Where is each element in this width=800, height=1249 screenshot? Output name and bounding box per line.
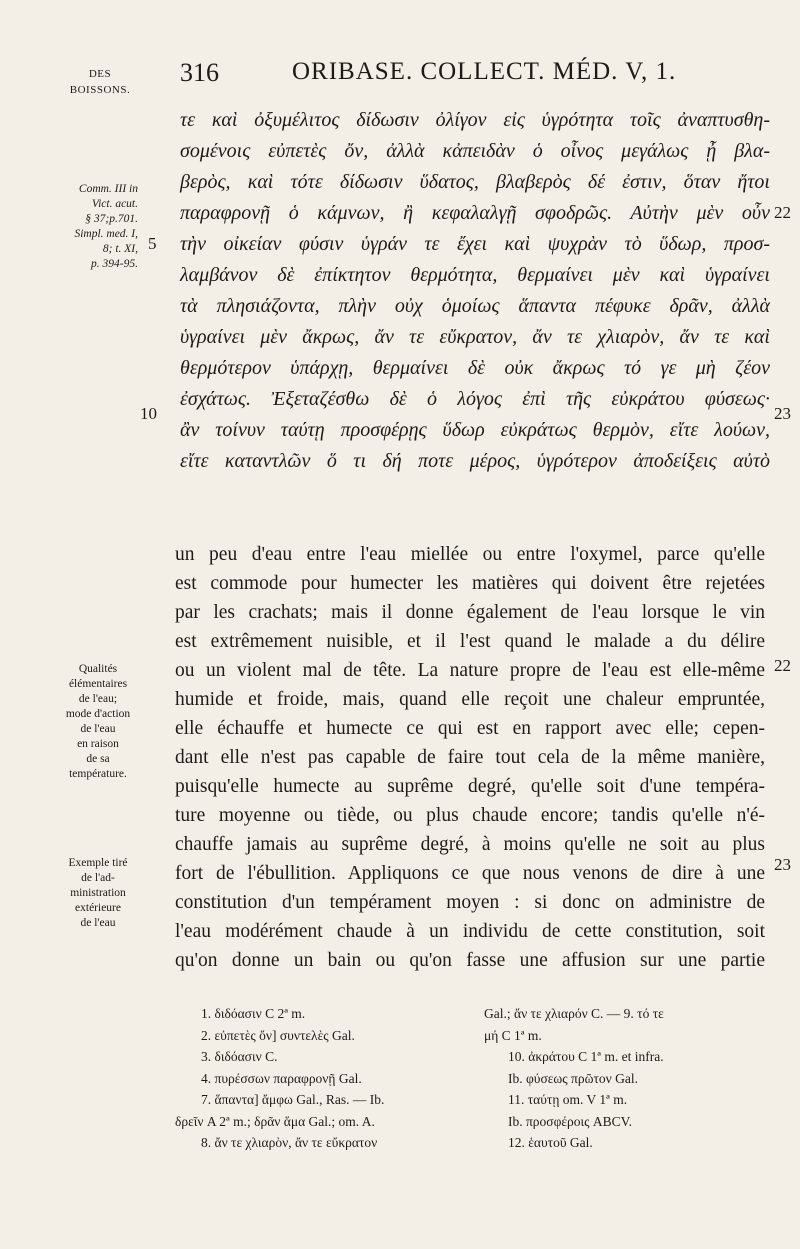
french-line: elle échauffe et humecte ce qui est en rapport avec elle; cepen- bbox=[175, 718, 765, 739]
footnote: 4. πυρέσσων παραφρονῇ Gal. bbox=[201, 1070, 362, 1086]
greek-line: εἴτε καταντλῶν ὅ τι δή ποτε μέρος, ὑγρότερον ἀποδείξεις αὐτὸ bbox=[180, 450, 770, 472]
footnote: 3. διδόασιν C. bbox=[201, 1049, 278, 1064]
line-number: 5 bbox=[148, 234, 157, 253]
footnote: Ib. προσφέροις ABCV. bbox=[508, 1113, 633, 1129]
footnote: Ib. φύσεως πρῶτον Gal. bbox=[508, 1070, 638, 1086]
french-line: chauffe jamais au suprême degré, à moins qu'elle ne soit au plus bbox=[175, 834, 765, 855]
french-line: constitution d'un tempérament moyen : si donc on administre de bbox=[175, 892, 765, 913]
footnote: μή C 1ª m. bbox=[484, 1027, 542, 1043]
greek-line: λαμβάνον δὲ ἐπίκτητον θερμότητα, θερμαίνει μὲν καὶ ὑγραίνει bbox=[180, 264, 770, 286]
topic-note-qualites bbox=[50, 662, 146, 782]
note-line: extérieure bbox=[75, 902, 121, 914]
french-line: est commode pour humecter les matières qui doivent être rejetées bbox=[175, 573, 765, 594]
note-line: Comm. III in bbox=[78, 183, 138, 195]
footnote: 8. ἄν τε χλιαρὸν, ἄν τε εὔκρατον bbox=[201, 1135, 378, 1150]
footnotes-left-column bbox=[175, 1003, 470, 1154]
section-side-label bbox=[60, 66, 140, 98]
note-line: élémentaires bbox=[68, 678, 128, 690]
greek-line: βερὸς, καὶ τότε δίδωσιν ὕδατος, βλαβερὸς δέ ἐστιν, ὅταν ἤτοι bbox=[180, 171, 770, 193]
note-line: Exemple tiré bbox=[68, 857, 128, 869]
french-line: fort de l'ébullition. Appliquons ce que nous venons de dire à une bbox=[175, 863, 765, 884]
chapter-marker: 23 bbox=[774, 404, 791, 423]
chapter-marker: 22 bbox=[774, 203, 791, 222]
side-label-line: DES bbox=[88, 68, 112, 80]
french-line: un peu d'eau entre l'eau miellée ou entre l'oxymel, parce qu'elle bbox=[175, 544, 765, 565]
footnote: 12. ἑαυτοῦ Gal. bbox=[508, 1135, 593, 1150]
french-line: qu'on donne un bain ou qu'on fasse une affusion sur une partie bbox=[175, 950, 765, 971]
greek-line: ὑγραίνει μὲν ἄκρως, ἄν τε εὔκρατον, ἄν τε χλιαρὸν, ἄν τε καὶ bbox=[180, 326, 770, 348]
greek-line: τὴν οἰκείαν φύσιν ὑγράν τε ἔχει καὶ ψυχρὰν τὸ ὕδωρ, προσ- bbox=[180, 233, 770, 255]
french-line: ture moyenne ou tiède, ou plus chaude encore; tandis qu'elle n'é- bbox=[175, 805, 765, 826]
note-line: Vict. acut. bbox=[91, 198, 138, 210]
greek-line: τε καὶ ὀξυμέλιτος δίδωσιν ὀλίγον εἰς ὑγρότητα τοῖς ἀναπτυσθη- bbox=[180, 109, 770, 131]
greek-line: ἐσχάτως. Ἐξεταζέσθω δὲ ὁ λόγος ἐπὶ τῆς εὐκράτου φύσεως· bbox=[180, 388, 770, 410]
french-line: par les crachats; mais il donne également de l'eau lorsque le vin bbox=[175, 602, 765, 623]
note-line: mode d'action bbox=[65, 708, 131, 720]
source-reference-note bbox=[46, 182, 138, 272]
topic-note-exemple bbox=[50, 856, 146, 931]
chapter-marker: 22 bbox=[774, 656, 791, 675]
greek-line: ἂν τοίνυν ταύτῃ προσφέρῃς ὕδωρ εὐκράτως θερμὸν, εἴτε λούων, bbox=[180, 419, 770, 441]
side-label-line: BOISSONS. bbox=[69, 84, 131, 96]
running-title: ORIBASE. COLLECT. MÉD. V, 1. bbox=[292, 58, 677, 85]
note-line: 8; t. XI, bbox=[102, 243, 138, 255]
note-line: p. 394-95. bbox=[91, 258, 138, 270]
note-line: Qualités bbox=[78, 663, 118, 675]
note-line: de l'eau bbox=[80, 917, 116, 929]
note-line: en raison bbox=[77, 738, 119, 750]
greek-line: σομένοις εὐπετὲς ὄν, ἀλλὰ κἀπειδὰν ὁ οἶνος μεγάλως ᾖ βλα- bbox=[180, 140, 770, 162]
note-line: ministration bbox=[70, 887, 126, 899]
chapter-marker: 23 bbox=[774, 855, 791, 874]
french-line: l'eau modérément chaude à un individu de cette constitution, soit bbox=[175, 921, 765, 942]
note-line: de sa bbox=[86, 753, 110, 765]
footnote: Gal.; ἄν τε χλιαρόν C. — 9. τό τε bbox=[484, 1006, 664, 1021]
note-line: de l'ad- bbox=[81, 872, 115, 884]
french-line: puisqu'elle humecte au suprême degré, qu'elle soit d'une tempéra- bbox=[175, 776, 765, 797]
footnote: 10. ἀκράτου C 1ª m. et infra. bbox=[508, 1049, 664, 1064]
note-line: Simpl. med. I, bbox=[74, 228, 138, 240]
greek-text-block bbox=[180, 105, 770, 477]
french-line: dant elle n'est pas capable de faire tout cela de la même manière, bbox=[175, 747, 765, 768]
note-line: § 37;p.701. bbox=[85, 213, 138, 225]
line-number: 10 bbox=[140, 404, 157, 423]
page-number: 316 bbox=[180, 58, 219, 87]
greek-line: παραφρονῇ ὁ κάμνων, ἢ κεφαλαλγῇ σφοδρῶς. Αὐτὴν μὲν οὖν bbox=[180, 202, 770, 224]
footnote: δρεῖν A 2ª m.; δρᾶν ἅμα Gal.; om. A. bbox=[175, 1113, 375, 1129]
french-line: ou un violent mal de tête. La nature propre de l'eau est elle-même bbox=[175, 660, 765, 681]
note-line: de l'eau bbox=[80, 723, 116, 735]
greek-line: θερμότερον ὑπάρχῃ, θερμαίνει δὲ οὐκ ἄκρως τό γε μὴ ζέον bbox=[180, 357, 770, 379]
note-line: de l'eau; bbox=[78, 693, 118, 705]
footnote: 1. διδόασιν C 2ª m. bbox=[201, 1006, 306, 1021]
footnote: 11. ταύτῃ om. V 1ª m. bbox=[508, 1092, 628, 1107]
note-line: température. bbox=[69, 768, 127, 780]
french-line: humide et froide, mais, quand elle reçoit une chaleur empruntée, bbox=[175, 689, 765, 710]
greek-line: τὰ πλησιάζοντα, πλὴν οὐχ ὁμοίως ἅπαντα πέφυκε δρᾶν, ἀλλὰ bbox=[180, 295, 770, 317]
french-translation-block bbox=[175, 540, 765, 975]
footnote: 2. εὐπετὲς ὄν] συντελὲς Gal. bbox=[201, 1027, 355, 1043]
footnotes-right-column bbox=[484, 1003, 774, 1154]
french-line: est extrêmement nuisible, et il l'est quand le malade a du délire bbox=[175, 631, 765, 652]
footnote: 7. ἅπαντα] ἄμφω Gal., Ras. — Ib. bbox=[201, 1092, 385, 1107]
